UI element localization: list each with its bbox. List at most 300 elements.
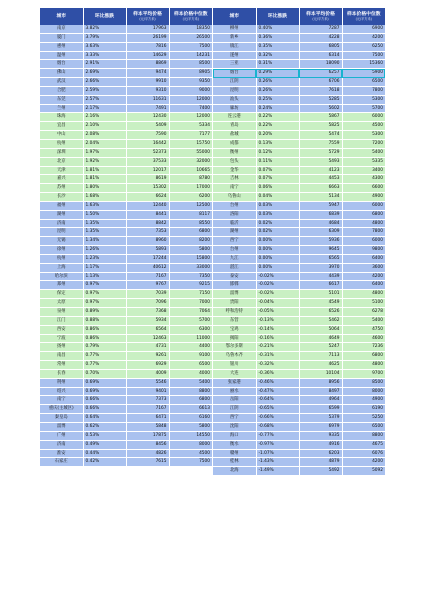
- cell-avg-price: 12440: [126, 201, 169, 210]
- cell-avg-price: 6624: [126, 193, 169, 202]
- cell-median-price: 8800: [169, 387, 212, 396]
- table-row: [40, 95, 212, 104]
- cell-city: 福州: [40, 201, 83, 210]
- cell-change: 1.92%: [83, 157, 126, 166]
- cell-city: 泰安: [213, 272, 256, 281]
- cell-city: 烟台: [40, 60, 83, 69]
- cell-avg-price: 5379: [299, 414, 342, 423]
- cell-avg-price: 6805: [299, 42, 342, 51]
- cell-avg-price: 12463: [126, 334, 169, 343]
- table-row: [213, 69, 385, 78]
- table-row: [40, 78, 212, 87]
- cell-city: 深圳: [40, 148, 83, 157]
- cell-change: 0.35%: [256, 42, 299, 51]
- cell-avg-price: 4879: [299, 458, 342, 467]
- cell-change: 0.86%: [83, 334, 126, 343]
- cell-change: -0.32%: [256, 361, 299, 370]
- cell-avg-price: 4826: [126, 449, 169, 458]
- table-row: [213, 458, 385, 467]
- cell-city: 青岛: [213, 122, 256, 131]
- table-row: [40, 414, 212, 423]
- table-row: [40, 422, 212, 431]
- cell-median-price: 7064: [169, 308, 212, 317]
- cell-change: 0.79%: [83, 343, 126, 352]
- cell-avg-price: 7615: [126, 458, 169, 467]
- cell-city: 银川: [213, 361, 256, 370]
- cell-change: 0.66%: [83, 396, 126, 405]
- cell-avg-price: 17244: [126, 254, 169, 263]
- cell-avg-price: 5493: [299, 157, 342, 166]
- cell-avg-price: 4549: [299, 299, 342, 308]
- table-row: [213, 299, 385, 308]
- cell-avg-price: 5064: [299, 325, 342, 334]
- cell-change: 0.69%: [83, 387, 126, 396]
- cell-city: 台州: [213, 201, 256, 210]
- cell-change: -0.14%: [256, 325, 299, 334]
- cell-city: 南宁: [40, 396, 83, 405]
- table-row: [213, 263, 385, 272]
- cell-avg-price: 4964: [299, 396, 342, 405]
- cell-change: 0.22%: [256, 122, 299, 131]
- cell-avg-price: 37533: [126, 157, 169, 166]
- table-row: [40, 387, 212, 396]
- cell-avg-price: 5462: [299, 316, 342, 325]
- cell-change: 0.62%: [83, 422, 126, 431]
- cell-change: 0.86%: [83, 325, 126, 334]
- table-row: [213, 467, 385, 476]
- cell-median-price: 6000: [342, 113, 385, 122]
- cell-city: 温州: [40, 51, 83, 60]
- cell-change: 0.07%: [256, 166, 299, 175]
- cell-city: 秦皇岛: [40, 414, 83, 423]
- cell-change: 0.07%: [256, 175, 299, 184]
- cell-avg-price: 7113: [299, 352, 342, 361]
- cell-avg-price: 4439: [299, 272, 342, 281]
- cell-median-price: 4300: [342, 175, 385, 184]
- cell-avg-price: 8441: [126, 210, 169, 219]
- cell-city: 苏州: [40, 184, 83, 193]
- cell-median-price: 6200: [169, 193, 212, 202]
- cell-avg-price: 6706: [299, 78, 342, 87]
- cell-avg-price: 9767: [126, 281, 169, 290]
- table-row: [40, 210, 212, 219]
- cell-change: -0.65%: [256, 405, 299, 414]
- cell-avg-price: 7816: [126, 42, 169, 51]
- cell-change: 2.59%: [83, 86, 126, 95]
- table-row: [40, 122, 212, 131]
- cell-median-price: 6190: [342, 405, 385, 414]
- table-row: [213, 369, 385, 378]
- cell-change: 0.36%: [256, 33, 299, 42]
- cell-city: 南昌: [40, 352, 83, 361]
- table-row: [40, 69, 212, 78]
- cell-city: 荆州: [40, 378, 83, 387]
- cell-city: 邯郸: [213, 281, 256, 290]
- cell-change: 0.40%: [256, 25, 299, 33]
- cell-median-price: 6800: [169, 228, 212, 237]
- table-row: [213, 104, 385, 113]
- cell-change: -0.77%: [256, 431, 299, 440]
- table-row: [213, 95, 385, 104]
- cell-city: 汕头: [213, 95, 256, 104]
- cell-city: 洛阳: [213, 210, 256, 219]
- cell-change: 0.88%: [83, 316, 126, 325]
- table-row: [213, 210, 385, 219]
- table-row: [213, 166, 385, 175]
- table-row: [40, 237, 212, 246]
- cell-median-price: 5334: [169, 122, 212, 131]
- cell-change: 3.79%: [83, 33, 126, 42]
- table-row: [213, 378, 385, 387]
- cell-avg-price: 5947: [299, 201, 342, 210]
- cell-median-price: 6500: [342, 78, 385, 87]
- cell-median-price: 6600: [342, 184, 385, 193]
- cell-change: 0.44%: [83, 449, 126, 458]
- cell-median-price: 9700: [342, 369, 385, 378]
- cell-median-price: 4200: [342, 272, 385, 281]
- cell-median-price: 15750: [169, 139, 212, 148]
- cell-avg-price: 6203: [299, 449, 342, 458]
- table-row: [213, 405, 385, 414]
- table-row: [40, 281, 212, 290]
- cell-avg-price: 18090: [299, 60, 342, 69]
- table-row: [213, 122, 385, 131]
- cell-change: -0.68%: [256, 422, 299, 431]
- cell-city: 江阴: [213, 78, 256, 87]
- cell-change: -1.43%: [256, 458, 299, 467]
- cell-city: 淄博: [40, 422, 83, 431]
- cell-change: -0.04%: [256, 299, 299, 308]
- cell-avg-price: 4123: [299, 166, 342, 175]
- cell-change: 0.53%: [83, 431, 126, 440]
- table-row: [213, 201, 385, 210]
- table-row: [213, 281, 385, 290]
- cell-avg-price: 7368: [126, 308, 169, 317]
- cell-change: -0.46%: [256, 378, 299, 387]
- cell-avg-price: 7039: [126, 290, 169, 299]
- header-city: 城市: [213, 8, 256, 25]
- cell-change: 0.00%: [256, 237, 299, 246]
- cell-avg-price: 6309: [299, 228, 342, 237]
- cell-change: 2.69%: [83, 69, 126, 78]
- cell-median-price: 4200: [342, 33, 385, 42]
- cell-avg-price: 12017: [126, 166, 169, 175]
- cell-median-price: 3400: [342, 166, 385, 175]
- cell-avg-price: 7559: [299, 139, 342, 148]
- cell-city: 杭州: [40, 254, 83, 263]
- table-row: [213, 290, 385, 299]
- cell-median-price: 5700: [169, 316, 212, 325]
- cell-avg-price: 5546: [126, 378, 169, 387]
- header-city: 城市: [40, 8, 83, 25]
- table-row: [213, 440, 385, 449]
- cell-median-price: 5700: [342, 104, 385, 113]
- cell-median-price: 11000: [169, 334, 212, 343]
- cell-avg-price: 8619: [126, 175, 169, 184]
- cell-change: 1.23%: [83, 254, 126, 263]
- cell-median-price: 5092: [342, 467, 385, 476]
- cell-city: 无锡: [40, 237, 83, 246]
- table-row: [213, 308, 385, 317]
- table-row: [213, 343, 385, 352]
- cell-avg-price: 5729: [299, 148, 342, 157]
- table-row: [213, 228, 385, 237]
- cell-change: 0.32%: [256, 51, 299, 60]
- cell-avg-price: 9645: [299, 246, 342, 255]
- cell-median-price: 4800: [342, 361, 385, 370]
- cell-avg-price: 4228: [299, 33, 342, 42]
- cell-change: 1.34%: [83, 237, 126, 246]
- cell-city: 济南: [40, 219, 83, 228]
- table-row: [213, 352, 385, 361]
- table-row: [40, 60, 212, 69]
- table-row: [213, 25, 385, 33]
- table-row: [40, 219, 212, 228]
- cell-median-price: 14231: [169, 51, 212, 60]
- cell-median-price: 12000: [169, 113, 212, 122]
- cell-city: 湖州: [213, 228, 256, 237]
- table-row: [213, 51, 385, 60]
- cell-change: -0.02%: [256, 281, 299, 290]
- cell-median-price: 7500: [169, 42, 212, 51]
- cell-change: 2.16%: [83, 113, 126, 122]
- cell-change: 0.42%: [83, 458, 126, 467]
- cell-change: 2.04%: [83, 139, 126, 148]
- cell-median-price: 4500: [342, 122, 385, 131]
- cell-median-price: 8550: [169, 219, 212, 228]
- cell-city: 镇江: [213, 42, 256, 51]
- cell-city: 赣州: [213, 449, 256, 458]
- cell-change: 1.81%: [83, 175, 126, 184]
- cell-city: 衡水: [213, 440, 256, 449]
- cell-city: 湖州: [40, 210, 83, 219]
- cell-median-price: 5800: [169, 422, 212, 431]
- cell-city: 长春: [40, 369, 83, 378]
- cell-avg-price: 9910: [126, 78, 169, 87]
- cell-change: -0.02%: [256, 272, 299, 281]
- table-left-half: [40, 8, 212, 467]
- cell-change: 0.26%: [256, 78, 299, 87]
- cell-median-price: 32000: [169, 157, 212, 166]
- table-right-half: [213, 8, 385, 476]
- table-row: [40, 316, 212, 325]
- cell-city: 石家庄: [40, 458, 83, 467]
- cell-median-price: 7350: [169, 272, 212, 281]
- cell-city: 台州: [213, 246, 256, 255]
- table-row: [213, 78, 385, 87]
- table-row: [213, 175, 385, 184]
- cell-median-price: 6300: [169, 325, 212, 334]
- cell-change: 0.00%: [256, 263, 299, 272]
- cell-avg-price: 14629: [126, 51, 169, 60]
- cell-city: 天津: [40, 166, 83, 175]
- cell-avg-price: 4684: [299, 219, 342, 228]
- cell-avg-price: 9261: [126, 352, 169, 361]
- table-row: [40, 308, 212, 317]
- cell-median-price: 6250: [342, 42, 385, 51]
- cell-avg-price: 8956: [299, 378, 342, 387]
- cell-change: -0.31%: [256, 352, 299, 361]
- cell-avg-price: 7167: [126, 272, 169, 281]
- table-row: [40, 104, 212, 113]
- cell-avg-price: 5409: [126, 122, 169, 131]
- cell-city: 连云港: [213, 113, 256, 122]
- table-row: [40, 25, 212, 33]
- cell-median-price: 12000: [169, 95, 212, 104]
- table-row: [213, 184, 385, 193]
- price-table-right: [213, 8, 385, 476]
- table-row: [213, 334, 385, 343]
- cell-change: -0.47%: [256, 387, 299, 396]
- cell-city: 太原: [40, 299, 83, 308]
- table-row: [40, 369, 212, 378]
- table-row: [40, 325, 212, 334]
- cell-change: 0.00%: [256, 246, 299, 255]
- cell-city: 乌鲁山: [213, 193, 256, 202]
- cell-change: 2.08%: [83, 131, 126, 140]
- cell-change: 0.02%: [256, 228, 299, 237]
- header-change: 环比涨跌: [256, 8, 299, 25]
- cell-avg-price: 9474: [126, 69, 169, 78]
- cell-city: 昆明: [40, 228, 83, 237]
- table-row: [213, 449, 385, 458]
- cell-city: 泉州: [40, 308, 83, 317]
- cell-avg-price: 7167: [126, 405, 169, 414]
- cell-median-price: 8800: [342, 431, 385, 440]
- cell-avg-price: 6564: [126, 325, 169, 334]
- cell-change: 3.63%: [83, 42, 126, 51]
- table-row: [213, 86, 385, 95]
- cell-avg-price: 7590: [126, 131, 169, 140]
- cell-median-price: 8000: [169, 440, 212, 449]
- cell-city: 沈阳: [213, 422, 256, 431]
- cell-city: 常州: [40, 361, 83, 370]
- cell-change: 2.57%: [83, 95, 126, 104]
- cell-change: 0.66%: [83, 405, 126, 414]
- cell-median-price: 12500: [169, 201, 212, 210]
- cell-avg-price: 8456: [126, 440, 169, 449]
- cell-city: 江门: [40, 316, 83, 325]
- cell-city: 廊坊: [213, 104, 256, 113]
- cell-median-price: 7400: [169, 104, 212, 113]
- cell-avg-price: 17963: [126, 25, 169, 33]
- cell-median-price: 4200: [342, 458, 385, 467]
- cell-change: -0.16%: [256, 334, 299, 343]
- cell-city: 呼和浩特: [213, 308, 256, 317]
- cell-avg-price: 9335: [299, 431, 342, 440]
- cell-change: 0.97%: [83, 290, 126, 299]
- cell-median-price: 6000: [342, 201, 385, 210]
- table-row: [213, 237, 385, 246]
- cell-city: 西安: [40, 325, 83, 334]
- cell-avg-price: 8869: [126, 60, 169, 69]
- cell-avg-price: 6599: [299, 405, 342, 414]
- table-row: [40, 343, 212, 352]
- cell-median-price: 9000: [169, 86, 212, 95]
- table-row: [213, 254, 385, 263]
- cell-median-price: 10665: [169, 166, 212, 175]
- cell-avg-price: 9310: [126, 86, 169, 95]
- cell-city: 海口: [213, 431, 256, 440]
- table-row: [40, 131, 212, 140]
- table-row: [213, 42, 385, 51]
- cell-change: 1.68%: [83, 193, 126, 202]
- cell-median-price: 4900: [342, 396, 385, 405]
- header-avg-price: 样本平均价格 (元/平方米): [126, 8, 169, 25]
- cell-median-price: 6400: [342, 281, 385, 290]
- cell-change: 0.22%: [256, 113, 299, 122]
- cell-city: 武汉: [40, 78, 83, 87]
- table-row: [40, 458, 212, 467]
- cell-median-price: 4000: [169, 369, 212, 378]
- cell-avg-price: 5134: [299, 193, 342, 202]
- cell-change: 1.13%: [83, 272, 126, 281]
- cell-median-price: 5300: [342, 131, 385, 140]
- cell-change: 0.49%: [83, 440, 126, 449]
- cell-change: -0.21%: [256, 343, 299, 352]
- header-row: [40, 8, 212, 25]
- cell-change: 0.06%: [256, 184, 299, 193]
- cell-city: 桂林: [213, 458, 256, 467]
- cell-avg-price: 5602: [299, 104, 342, 113]
- cell-change: -0.97%: [256, 440, 299, 449]
- table-row: [40, 405, 212, 414]
- cell-avg-price: 4009: [126, 369, 169, 378]
- cell-median-price: 5300: [342, 95, 385, 104]
- cell-median-price: 6076: [342, 449, 385, 458]
- cell-city: 徐州: [40, 246, 83, 255]
- table-row: [40, 361, 212, 370]
- table-row: [213, 33, 385, 42]
- cell-median-price: 55000: [169, 148, 212, 157]
- cell-median-price: 9100: [169, 352, 212, 361]
- table-row: [40, 113, 212, 122]
- cell-city: 淮安: [40, 449, 83, 458]
- table-row: [213, 246, 385, 255]
- table-row: [40, 51, 212, 60]
- cell-city: 新乡: [213, 33, 256, 42]
- cell-avg-price: 4453: [299, 175, 342, 184]
- cell-change: 1.80%: [83, 184, 126, 193]
- cell-avg-price: 40612: [126, 263, 169, 272]
- cell-median-price: 5400: [342, 148, 385, 157]
- cell-avg-price: 6929: [126, 361, 169, 370]
- table-row: [40, 175, 212, 184]
- cell-change: 0.03%: [256, 201, 299, 210]
- cell-change: 2.17%: [83, 104, 126, 113]
- table-row: [213, 422, 385, 431]
- cell-city: 贵阳: [213, 299, 256, 308]
- table-row: [213, 113, 385, 122]
- table-row: [40, 272, 212, 281]
- table-row: [213, 361, 385, 370]
- table-row: [213, 387, 385, 396]
- cell-city: 兰州: [40, 104, 83, 113]
- table-row: [40, 431, 212, 440]
- cell-median-price: 7800: [342, 228, 385, 237]
- cell-avg-price: 8497: [299, 387, 342, 396]
- cell-avg-price: 15302: [126, 184, 169, 193]
- cell-city: 合肥: [40, 86, 83, 95]
- cell-change: 0.25%: [256, 95, 299, 104]
- cell-city: 惠州: [40, 42, 83, 51]
- table-row: [40, 334, 212, 343]
- cell-change: -0.02%: [256, 290, 299, 299]
- cell-city: 宜昌: [40, 122, 83, 131]
- cell-median-price: 9350: [169, 78, 212, 87]
- cell-change: -0.36%: [256, 369, 299, 378]
- cell-avg-price: 4916: [299, 440, 342, 449]
